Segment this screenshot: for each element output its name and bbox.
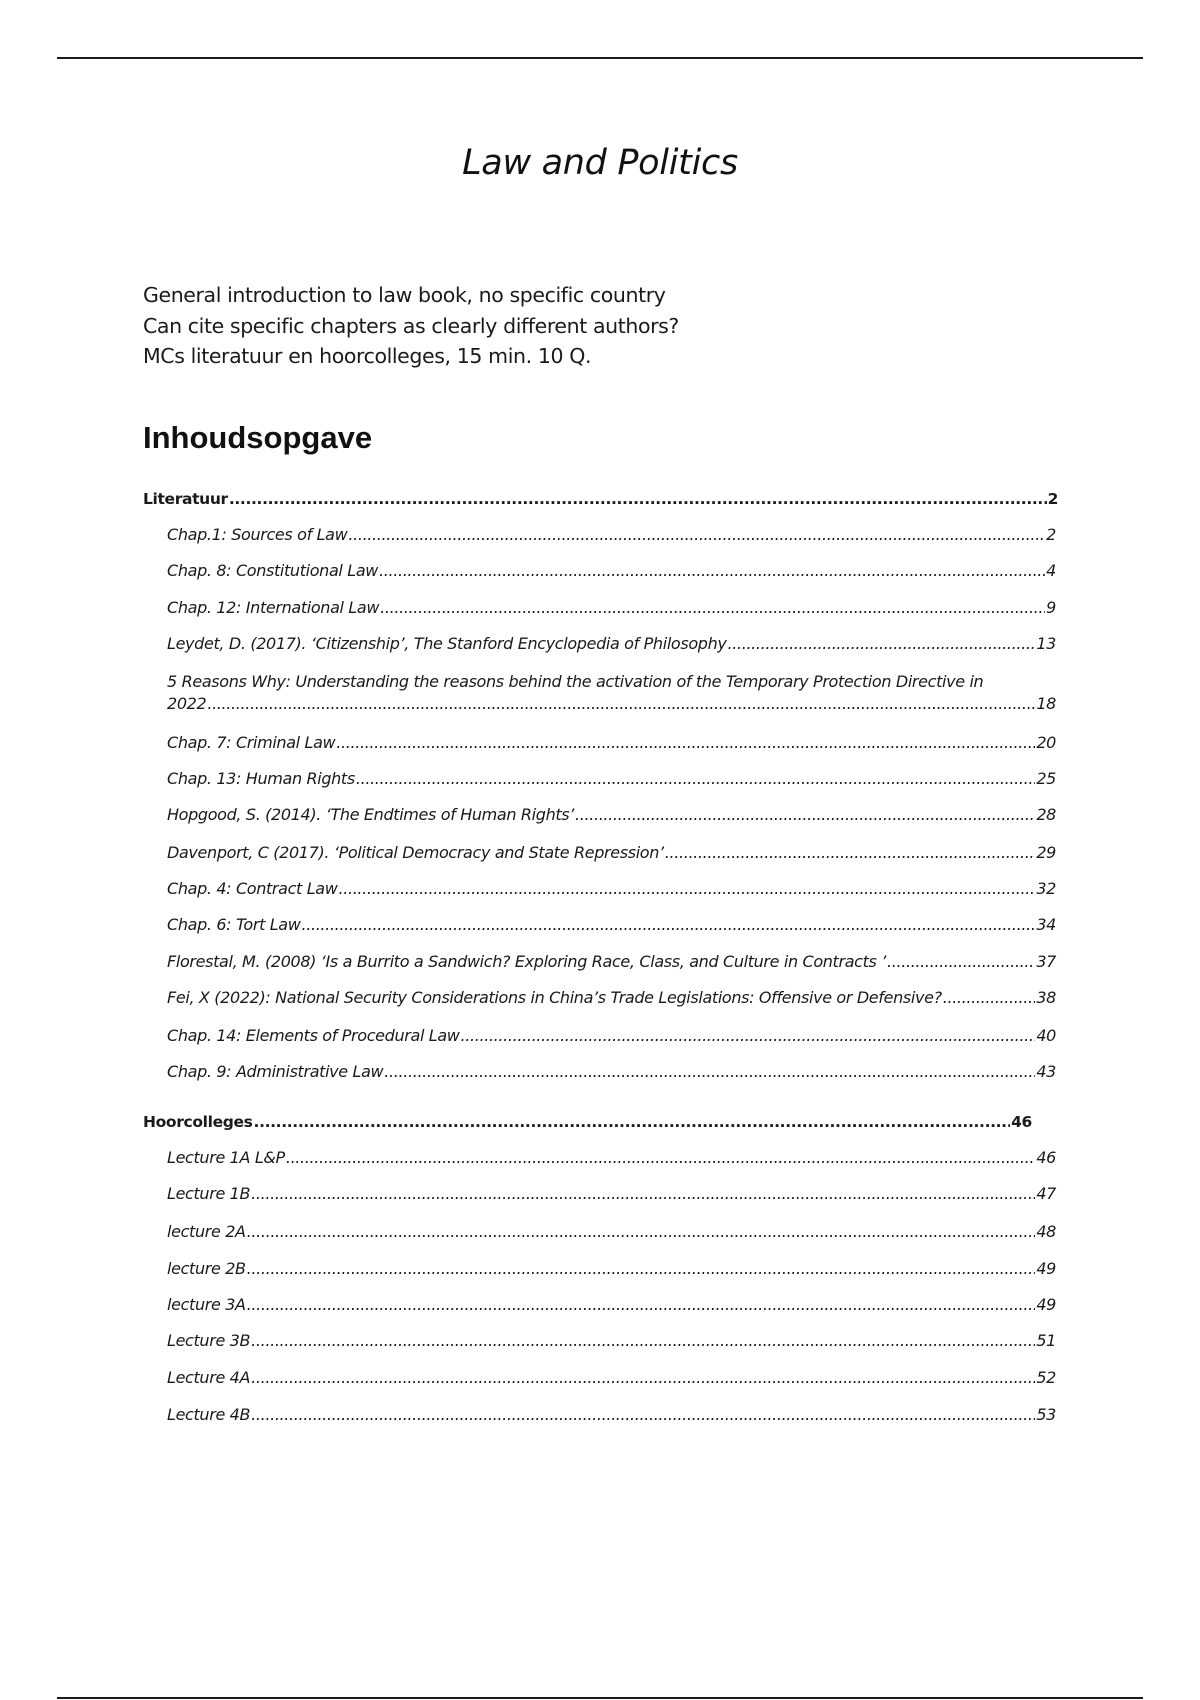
toc-entry[interactable] (167, 1221, 1056, 1243)
toc-leader-dots (247, 1221, 1036, 1243)
toc-leader-dots (301, 914, 1035, 936)
toc-entry[interactable] (167, 987, 1056, 1009)
intro-line: MCs literatuur en hoorcolleges, 15 min. 10 Q. (143, 344, 592, 368)
toc-section-hoorcolleges[interactable] (143, 1111, 1032, 1133)
toc-leader-dots (286, 1147, 1036, 1169)
toc-entry-label: Fei, X (2022): National Security Considerations in China’s Trade Legislations: Offensive or Defensive? (167, 988, 942, 1007)
toc-page-number: 49 (1036, 1295, 1056, 1314)
toc-entry-label: Chap. 6: Tort Law (167, 915, 301, 934)
toc-entry-label: lecture 2B (167, 1259, 246, 1278)
toc-leader-dots (251, 1367, 1035, 1389)
toc-entry[interactable] (167, 1404, 1056, 1426)
toc-entry-label: Literatuur (143, 490, 228, 508)
toc-section-literatuur[interactable] (143, 488, 1058, 510)
toc-page-number: 13 (1036, 634, 1056, 653)
toc-entry[interactable] (167, 597, 1056, 619)
toc-page-number: 51 (1036, 1331, 1056, 1350)
toc-page-number: 38 (1036, 988, 1056, 1007)
toc-page-number: 4 (1046, 561, 1056, 580)
toc-leader-dots (229, 488, 1047, 510)
toc-heading: Inhoudsopgave (143, 420, 373, 455)
toc-leader-dots (728, 633, 1036, 655)
toc-leader-dots (251, 1404, 1035, 1426)
toc-leader-dots (380, 597, 1045, 619)
toc-entry-continuation (167, 693, 1056, 715)
toc-leader-dots (665, 842, 1036, 864)
toc-page-number: 52 (1036, 1368, 1056, 1387)
toc-entry-label: Chap. 14: Elements of Procedural Law (167, 1026, 460, 1045)
toc-entry[interactable] (167, 671, 1056, 715)
toc-leader-dots (575, 804, 1035, 826)
toc-entry-label: Lecture 4B (167, 1405, 251, 1424)
toc-leader-dots (461, 1025, 1036, 1047)
toc-entry[interactable] (167, 560, 1056, 582)
toc-leader-dots (348, 524, 1045, 546)
toc-entry[interactable] (167, 1294, 1056, 1316)
toc-entry[interactable] (167, 1147, 1056, 1169)
toc-entry[interactable] (167, 633, 1056, 655)
toc-entry-label: lecture 2A (167, 1222, 246, 1241)
toc-entry[interactable] (167, 1183, 1056, 1205)
toc-entry[interactable] (167, 732, 1056, 754)
toc-entry-label: Chap. 9: Administrative Law (167, 1062, 384, 1081)
toc-page-number: 2 (1047, 490, 1058, 508)
toc-leader-dots (379, 560, 1045, 582)
toc-entry-label: Chap. 4: Contract Law (167, 879, 338, 898)
toc-page-number: 49 (1036, 1259, 1056, 1278)
toc-page-number: 9 (1046, 598, 1056, 617)
toc-page-number: 25 (1036, 769, 1056, 788)
toc-leader-dots (247, 1294, 1036, 1316)
toc-entry-label: Hopgood, S. (2014). ‘The Endtimes of Human Rights’ (167, 805, 575, 824)
toc-leader-dots (251, 1330, 1035, 1352)
toc-entry-label: Chap.1: Sources of Law (167, 525, 348, 544)
toc-page-number: 47 (1036, 1184, 1056, 1203)
toc-entry[interactable] (167, 1061, 1056, 1083)
toc-entry-label: Lecture 4A (167, 1368, 251, 1387)
toc-entry-label: Davenport, C (2017). ‘Political Democracy and State Repression’ (167, 843, 664, 862)
toc-leader-dots (356, 768, 1035, 790)
toc-leader-dots (251, 1183, 1035, 1205)
toc-page-number: 32 (1036, 879, 1056, 898)
toc-entry-label: Chap. 12: International Law (167, 598, 380, 617)
toc-entry-label: Florestal, M. (2008) ‘Is a Burrito a Sandwich? Exploring Race, Class, and Culture in Contracts ’ (167, 952, 886, 971)
footer-rule (57, 1697, 1143, 1699)
toc-entry-label: Lecture 3B (167, 1331, 251, 1350)
toc-leader-dots (247, 1258, 1036, 1280)
toc-entry[interactable] (167, 1258, 1056, 1280)
toc-entry-label: 5 Reasons Why: Understanding the reasons behind the activation of the Temporary Protection Directive in (167, 672, 984, 691)
toc-entry[interactable] (167, 804, 1056, 826)
toc-page-number: 46 (1011, 1113, 1032, 1131)
toc-page-number: 46 (1036, 1148, 1056, 1167)
toc-page-number: 2 (1046, 525, 1056, 544)
toc-page-number: 34 (1036, 915, 1056, 934)
intro-line: Can cite specific chapters as clearly different authors? (143, 313, 679, 338)
toc-entry[interactable] (167, 1330, 1056, 1352)
toc-leader-dots (887, 951, 1035, 973)
toc-entry[interactable] (167, 768, 1056, 790)
toc-page-number: 20 (1036, 733, 1056, 752)
toc-entry[interactable] (167, 878, 1056, 900)
toc-leader-dots (943, 987, 1036, 1009)
toc-entry-label: Chap. 7: Criminal Law (167, 733, 336, 752)
toc-entry[interactable] (167, 524, 1056, 546)
toc-page-number: 53 (1036, 1405, 1056, 1424)
toc-leader-dots (338, 878, 1035, 900)
toc-leader-dots (207, 693, 1035, 715)
toc-leader-dots (254, 1111, 1011, 1133)
toc-entry[interactable] (167, 914, 1056, 936)
toc-entry-label: Chap. 8: Constitutional Law (167, 561, 379, 580)
toc-entry[interactable] (167, 1367, 1056, 1389)
toc-page-number: 48 (1036, 1222, 1056, 1241)
toc-page-number: 18 (1036, 694, 1056, 713)
toc-page-number: 43 (1036, 1062, 1056, 1081)
toc-entry-label: Leydet, D. (2017). ‘Citizenship’, The Stanford Encyclopedia of Philosophy (167, 634, 727, 653)
toc-entry-label: 2022 (167, 694, 207, 713)
toc-page-number: 29 (1036, 843, 1056, 862)
toc-page-number: 37 (1036, 952, 1056, 971)
toc-page-number: 28 (1036, 805, 1056, 824)
toc-entry-label: Hoorcolleges (143, 1113, 253, 1131)
toc-leader-dots (336, 732, 1035, 754)
toc-entry-label: Chap. 13: Human Rights (167, 769, 355, 788)
toc-page-number: 40 (1036, 1026, 1056, 1045)
toc-entry[interactable] (167, 1025, 1056, 1047)
toc-entry[interactable] (167, 842, 1056, 864)
document-title: Law and Politics (462, 143, 738, 183)
toc-entry-label: Lecture 1B (167, 1184, 251, 1203)
toc-leader-dots (384, 1061, 1035, 1083)
toc-entry[interactable] (167, 951, 1056, 973)
toc-entry-label: lecture 3A (167, 1295, 246, 1314)
toc-entry-label: Lecture 1A L&P (167, 1148, 285, 1167)
intro-line: General introduction to law book, no specific country (143, 283, 666, 307)
